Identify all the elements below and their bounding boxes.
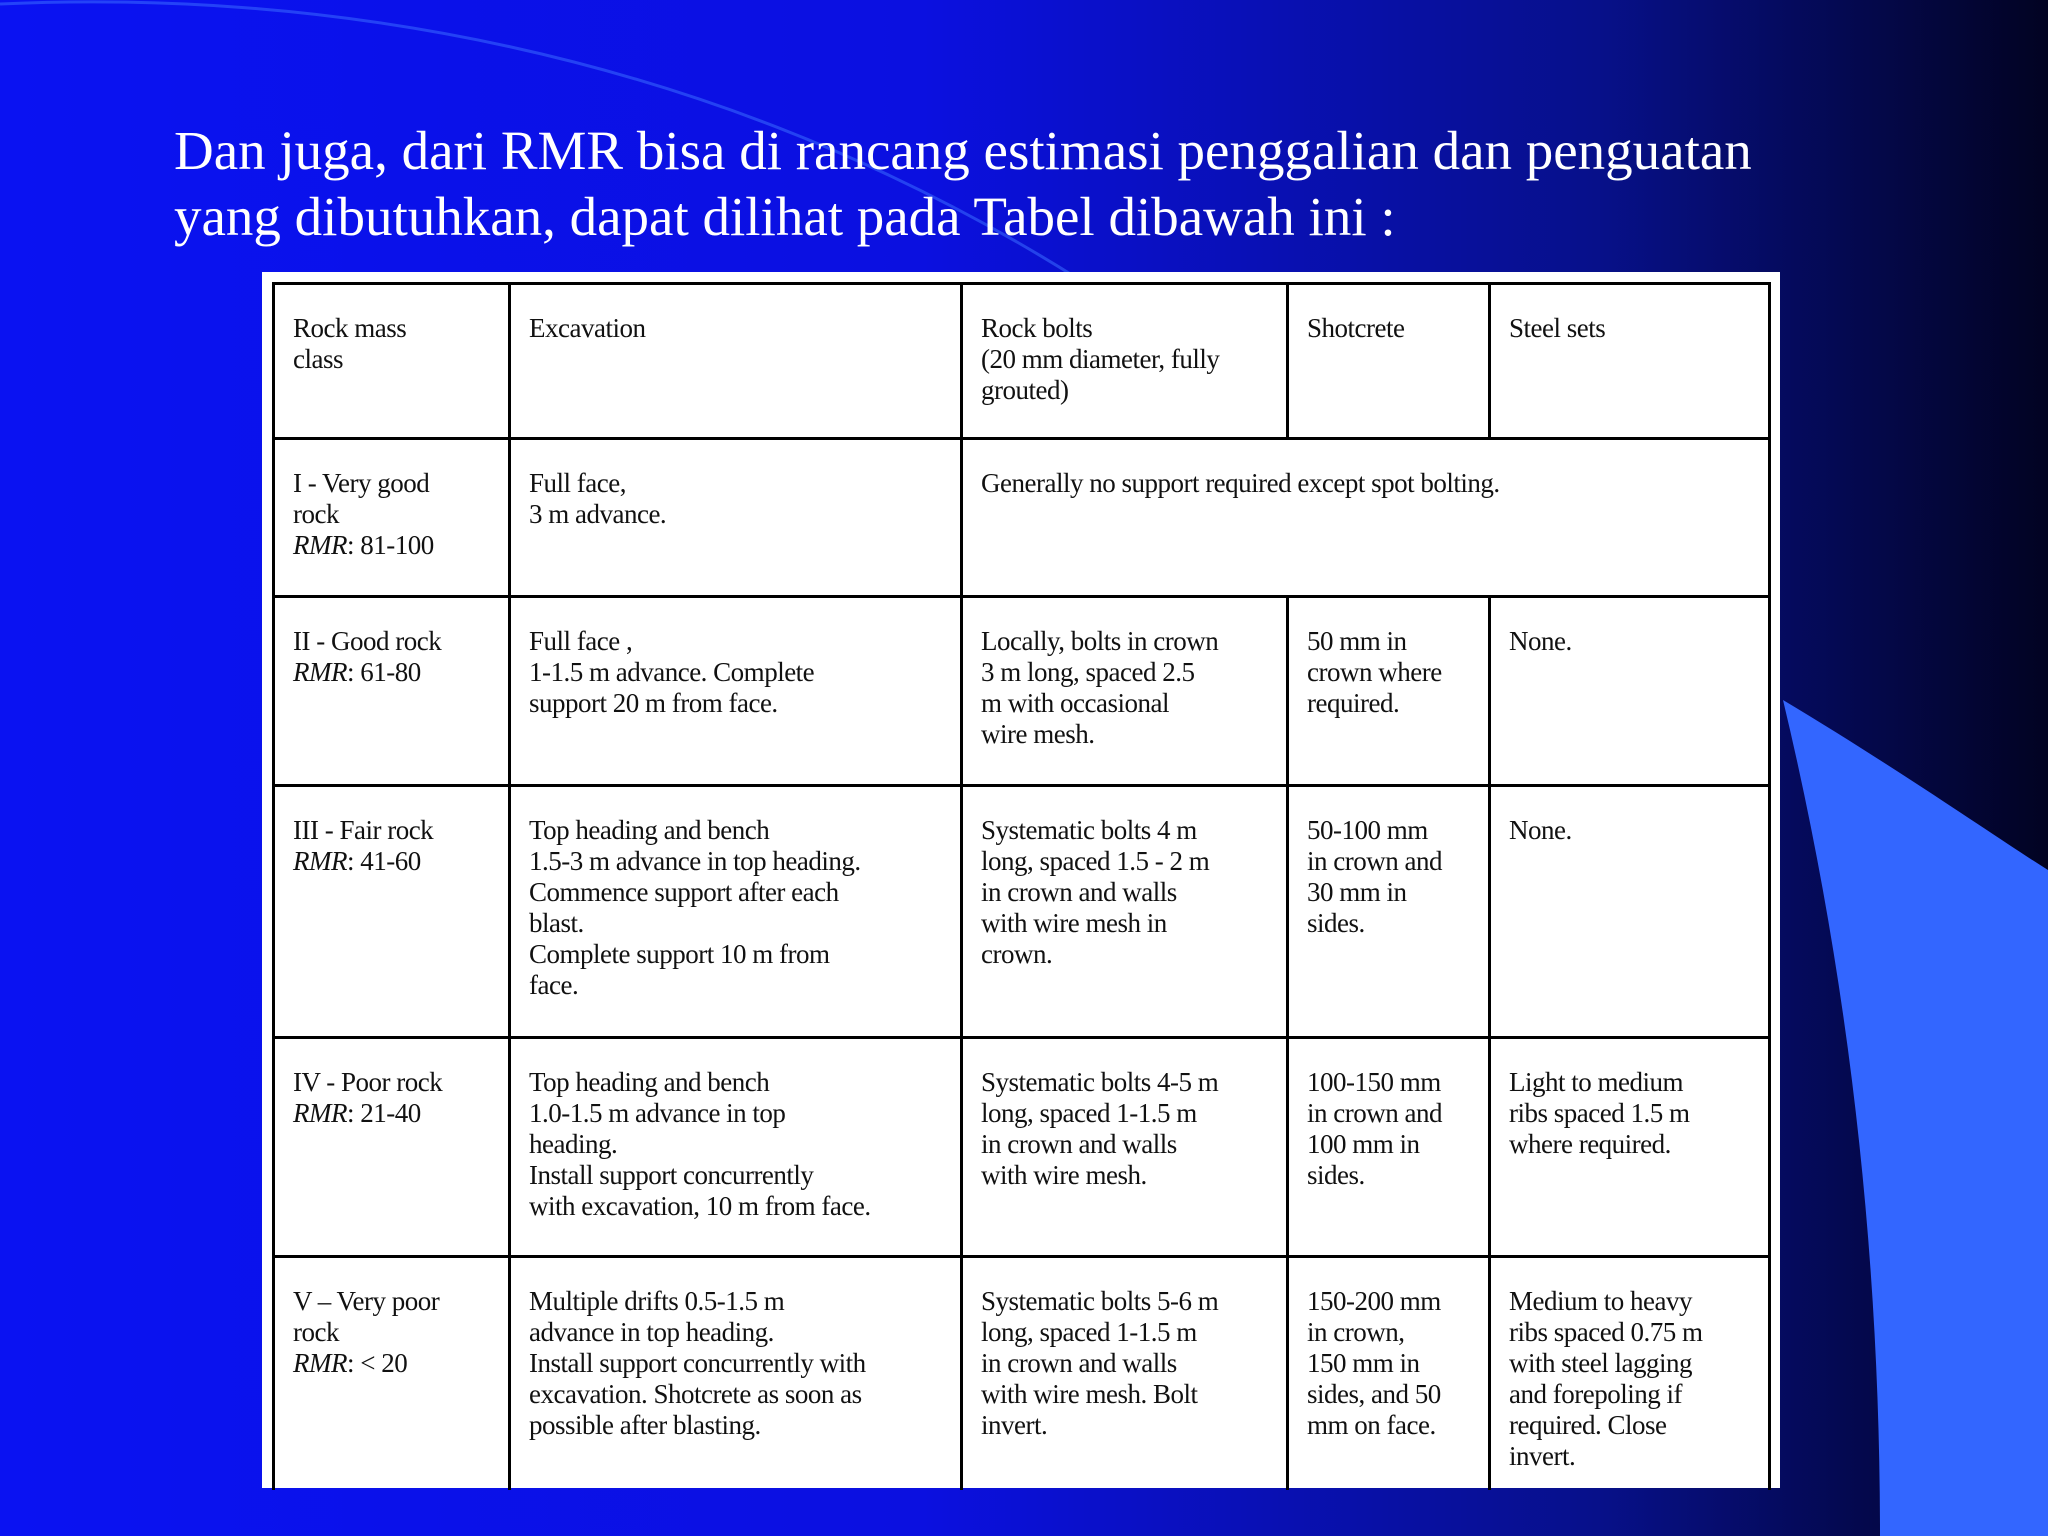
rmr-value: : 41-60 (346, 846, 421, 876)
header-steel-sets: Steel sets (1490, 284, 1770, 439)
slide-title (174, 118, 1994, 250)
class-name: II - Good rock (293, 626, 442, 656)
steel-sets-cell: Medium to heavy ribs spaced 0.75 m with steel lagging and forepoling if required. Close invert. (1490, 1257, 1770, 1490)
excavation-cell: Full face, 3 m advance. (510, 439, 962, 597)
class-cell (274, 1257, 510, 1490)
rock-bolts-cell: Systematic bolts 5-6 m long, spaced 1-1.5 m in crown and walls with wire mesh. Bolt invert. (962, 1257, 1288, 1490)
steel-sets-cell: None. (1490, 597, 1770, 786)
class-cell (274, 786, 510, 1038)
header-shotcrete: Shotcrete (1288, 284, 1490, 439)
rmr-value: : 21-40 (346, 1098, 421, 1128)
rmr-label: RMR (293, 657, 347, 687)
table-row (274, 786, 1770, 1038)
steel-sets-cell: None. (1490, 786, 1770, 1038)
table-row (274, 439, 1770, 597)
excavation-cell: Full face , 1-1.5 m advance. Complete support 20 m from face. (510, 597, 962, 786)
rmr-label: RMR (293, 1348, 347, 1378)
table-header-row (274, 284, 1770, 439)
class-cell (274, 1038, 510, 1257)
shotcrete-cell: 100-150 mm in crown and 100 mm in sides. (1288, 1038, 1490, 1257)
title-line-1: Dan juga, dari RMR bisa di rancang estimasi penggalian dan penguatan (174, 120, 1752, 181)
rmr-label: RMR (293, 530, 347, 560)
rmr-support-table (272, 282, 1771, 1490)
header-rock-bolts: Rock bolts (20 mm diameter, fully grouted) (962, 284, 1288, 439)
title-line-2: yang dibutuhkan, dapat dilihat pada Tabel dibawah ini : (174, 186, 1396, 247)
shotcrete-cell: 50-100 mm in crown and 30 mm in sides. (1288, 786, 1490, 1038)
excavation-cell: Top heading and bench 1.0-1.5 m advance in top heading. Install support concurrently with excavation, 10 m from face. (510, 1038, 962, 1257)
class-name: V – Very poor rock (293, 1286, 440, 1347)
class-cell (274, 597, 510, 786)
excavation-cell: Top heading and bench 1.5-3 m advance in top heading. Commence support after each blast. Complete support 10 m from face. (510, 786, 962, 1038)
rmr-label: RMR (293, 846, 347, 876)
class-name: IV - Poor rock (293, 1067, 443, 1097)
table-row (274, 597, 1770, 786)
class-name: III - Fair rock (293, 815, 434, 845)
table-row (274, 1257, 1770, 1490)
header-class: Rock mass class (274, 284, 510, 439)
merged-support-cell: Generally no support required except spot bolting. (962, 439, 1770, 597)
table-row (274, 1038, 1770, 1257)
rmr-value: : 61-80 (346, 657, 421, 687)
rmr-value: : < 20 (346, 1348, 408, 1378)
rock-bolts-cell: Systematic bolts 4-5 m long, spaced 1-1.5 m in crown and walls with wire mesh. (962, 1038, 1288, 1257)
rock-bolts-cell: Locally, bolts in crown 3 m long, spaced 2.5 m with occasional wire mesh. (962, 597, 1288, 786)
shotcrete-cell: 150-200 mm in crown, 150 mm in sides, and 50 mm on face. (1288, 1257, 1490, 1490)
rmr-value: : 81-100 (346, 530, 434, 560)
header-excavation: Excavation (510, 284, 962, 439)
class-cell (274, 439, 510, 597)
rock-bolts-cell: Systematic bolts 4 m long, spaced 1.5 - 2 m in crown and walls with wire mesh in crown. (962, 786, 1288, 1038)
class-name: I - Very good rock (293, 468, 430, 529)
shotcrete-cell: 50 mm in crown where required. (1288, 597, 1490, 786)
steel-sets-cell: Light to medium ribs spaced 1.5 m where required. (1490, 1038, 1770, 1257)
excavation-cell: Multiple drifts 0.5-1.5 m advance in top heading. Install support concurrently with excavation. Shotcrete as soon as possible after blasting. (510, 1257, 962, 1490)
rmr-label: RMR (293, 1098, 347, 1128)
rmr-support-table-image (262, 272, 1780, 1488)
